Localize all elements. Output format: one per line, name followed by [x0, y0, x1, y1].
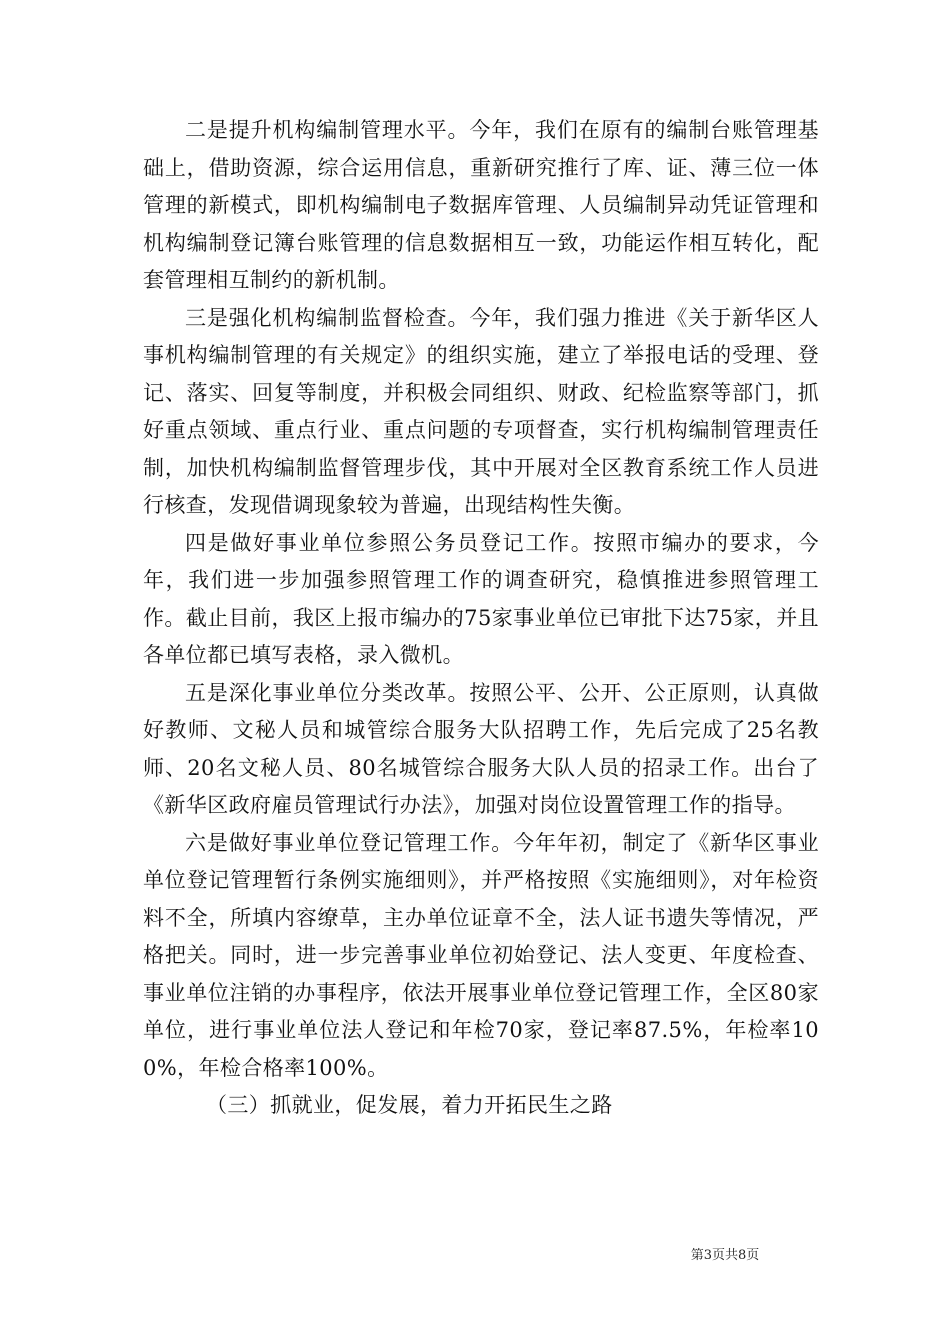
- section-heading: （三）抓就业，促发展，着力开拓民生之路: [206, 1093, 613, 1117]
- paragraph-classification-reform: 五是深化事业单位分类改革。按照公平、公开、公正原则，认真做好教师、文秘人员和城管综合服务大队招聘工作，先后完成了25名教师、20名文秘人员、80名城管综合服务大队人员的招录工作。出台了《新华区政府雇员管理试行办法》，加强对岗位设置管理工作的指导。: [143, 680, 819, 817]
- paragraph-institution-management: 二是提升机构编制管理水平。今年，我们在原有的编制台账管理基础上，借助资源，综合运用信息，重新研究推行了库、证、薄三位一体管理的新模式，即机构编制电子数据库管理、人员编制异动凭证管理和机构编制登记簿台账管理的信息数据相互一致，功能运作相互转化，配套管理相互制约的新机制。: [143, 118, 819, 292]
- paragraph-registration-management: 六是做好事业单位登记管理工作。今年年初，制定了《新华区事业单位登记管理暂行条例实施细则》，并严格按照《实施细则》，对年检资料不全，所填内容缭草，主办单位证章不全，法人证书遗失等情况，严格把关。同时，进一步完善事业单位初始登记、法人变更、年度检查、事业单位注销的办事程序，依法开展事业单位登记管理工作，全区80家单位，进行事业单位法人登记和年检70家，登记率87.5%，年检率100%，年检合格率100%。: [143, 830, 819, 1080]
- paragraph-supervision-inspection: 三是强化机构编制监督检查。今年，我们强力推进《关于新华区人事机构编制管理的有关规定》的组织实施，建立了举报电话的受理、登记、落实、回复等制度，并积极会同组织、财政、纪检监察等部门，抓好重点领域、重点行业、重点问题的专项督查，实行机构编制管理责任制，加快机构编制监督管理步伐，其中开展对全区教育系统工作人员进行核查，发现借调现象较为普遍，出现结构性失衡。: [143, 305, 819, 517]
- document-body: [143, 112, 819, 1125]
- paragraph-civil-servant-registration: 四是做好事业单位参照公务员登记工作。按照市编办的要求，今年，我们进一步加强参照管理工作的调查研究，稳慎推进参照管理工作。截止目前，我区上报市编办的75家事业单位已审批下达75家，并且各单位都已填写表格，录入微机。: [143, 530, 819, 667]
- page-number-footer: 第3页共8页: [690, 1248, 760, 1263]
